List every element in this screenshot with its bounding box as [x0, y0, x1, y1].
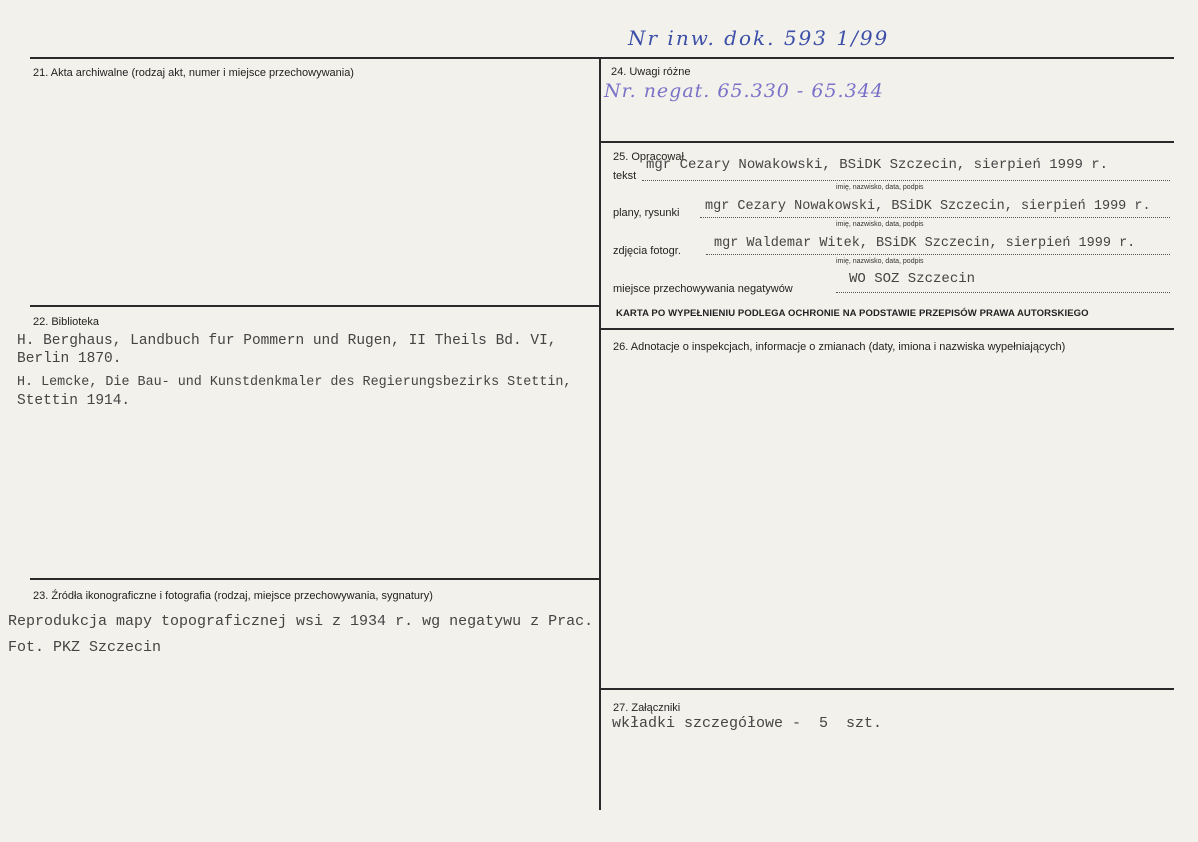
- divider-22-23: [30, 578, 600, 580]
- negatywy-value: WO SOZ Szczecin: [849, 271, 976, 287]
- center-divider-line: [599, 58, 601, 810]
- zalaczniki-value: wkładki szczegółowe - 5 szt.: [612, 715, 883, 732]
- copyright-notice: KARTA PO WYPEŁNIENIU PODLEGA OCHRONIE NA PODSTAWIE PRZEPISÓW PRAWA AUTORSKIEGO: [616, 308, 1089, 319]
- biblioteka-line-4: Stettin 1914.: [17, 393, 131, 409]
- section-21-label: 21. Akta archiwalne (rodzaj akt, numer i miejsce przechowywania): [33, 67, 354, 79]
- plany-caption: imię, nazwisko, data, podpis: [836, 221, 924, 228]
- divider-26-27: [600, 688, 1174, 690]
- section-23-label: 23. Źródła ikonograficzne i fotografia (rodzaj, miejsce przechowywania, sygnatury): [33, 590, 433, 602]
- zrodla-line-2: Fot. PKZ Szczecin: [8, 639, 162, 656]
- section-24-label: 24. Uwagi różne: [611, 66, 691, 78]
- divider-24-25: [600, 141, 1174, 143]
- plany-label: plany, rysunki: [613, 207, 680, 219]
- plany-dotted-line: [700, 217, 1170, 218]
- zdjecia-dotted-line: [706, 254, 1170, 255]
- inventory-number: Nr inw. dok. 593 1/99: [628, 26, 890, 50]
- biblioteka-line-2: Berlin 1870.: [17, 351, 122, 367]
- tekst-dotted-line: [642, 180, 1170, 181]
- biblioteka-line-3: H. Lemcke, Die Bau- und Kunstdenkmaler des Regierungsbezirks Stettin,: [17, 375, 572, 390]
- tekst-caption: imię, nazwisko, data, podpis: [836, 184, 924, 191]
- zdjecia-caption: imię, nazwisko, data, podpis: [836, 258, 924, 265]
- plany-value: mgr Cezary Nowakowski, BSiDK Szczecin, sierpień 1999 r.: [705, 199, 1151, 214]
- section-26-label: 26. Adnotacje o inspekcjach, informacje o zmianach (daty, imiona i nazwiska wypełniających): [613, 341, 1066, 353]
- top-border-line: [30, 57, 1174, 59]
- negatywy-dotted-line: [836, 292, 1170, 293]
- biblioteka-line-1: H. Berghaus, Landbuch fur Pommern und Rugen, II Theils Bd. VI,: [17, 333, 557, 349]
- negative-numbers-handwritten: Nr. negat. 65.330 - 65.344: [604, 80, 884, 102]
- divider-25-26: [600, 328, 1174, 330]
- section-27-label: 27. Załączniki: [613, 702, 681, 714]
- zdjecia-label: zdjęcia fotogr.: [613, 245, 681, 257]
- divider-21-22: [30, 305, 600, 307]
- tekst-value: mgr Cezary Nowakowski, BSiDK Szczecin, sierpień 1999 r.: [646, 157, 1109, 173]
- section-25-label: 25. Opracował: [613, 151, 684, 163]
- negatywy-label: miejsce przechowywania negatywów: [613, 283, 793, 295]
- section-22-label: 22. Biblioteka: [33, 316, 100, 328]
- tekst-label: tekst: [613, 170, 637, 182]
- zrodla-line-1: Reprodukcja mapy topograficznej wsi z 1934 r. wg negatywu z Prac.: [8, 613, 594, 630]
- zdjecia-value: mgr Waldemar Witek, BSiDK Szczecin, sierpień 1999 r.: [714, 236, 1136, 251]
